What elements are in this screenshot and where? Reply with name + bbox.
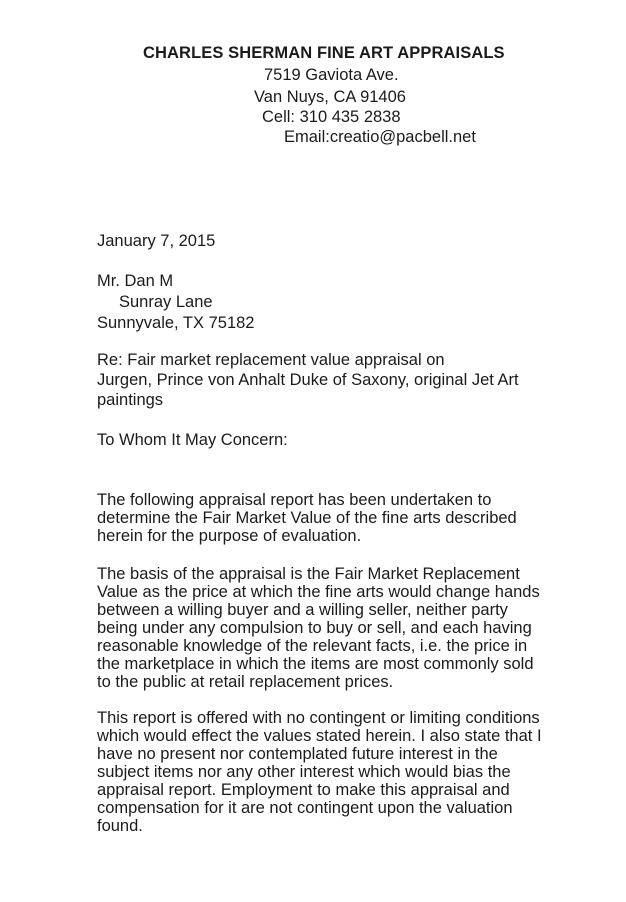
paragraph-line: between a willing buyer and a willing seller, neither party [97, 601, 508, 619]
subject-line-2: Jurgen, Prince von Anhalt Duke of Saxony, original Jet Art [97, 371, 519, 389]
paragraph-line: being under any compulsion to buy or sell, and each having [97, 619, 532, 637]
paragraph-2 [97, 564, 597, 690]
subject-line-1: Re: Fair market replacement value appraisal on [97, 351, 445, 369]
paragraph-line: herein for the purpose of evaluation. [97, 527, 362, 545]
paragraph-line: which would effect the values stated herein. I also state that I [97, 727, 542, 745]
salutation: To Whom It May Concern: [97, 431, 288, 449]
paragraph-line: Value as the price at which the fine arts would change hands [97, 583, 540, 601]
paragraph-line: appraisal report. Employment to make this appraisal and [97, 781, 510, 799]
paragraph-line: The basis of the appraisal is the Fair Market Replacement [97, 565, 520, 583]
paragraph-line: have no present nor contemplated future interest in the [97, 745, 498, 763]
paragraph-line: to the public at retail replacement prices. [97, 673, 394, 691]
company-cell: Cell: 310 435 2838 [262, 108, 401, 126]
company-name: CHARLES SHERMAN FINE ART APPRAISALS [143, 44, 505, 62]
subject-line [97, 350, 597, 410]
redaction-block [173, 274, 235, 290]
paragraph-line: determine the Fair Market Value of the fine arts described [97, 509, 517, 527]
recipient-city: Sunnyvale, TX 75182 [97, 314, 255, 332]
recipient-street: Sunray Lane [119, 293, 213, 311]
paragraph-line: subject items nor any other interest which would bias the [97, 763, 511, 781]
subject-line-3: paintings [97, 391, 164, 409]
recipient-name: Mr. Dan M [97, 272, 174, 290]
paragraph-line: the marketplace in which the items are most commonly sold [97, 655, 534, 673]
paragraph-line: compensation for it are not contingent upon the valuation [97, 799, 513, 817]
letter-date: January 7, 2015 [97, 232, 216, 250]
paragraph-line: The following appraisal report has been undertaken to [97, 491, 492, 509]
company-email: Email:creatio@pacbell.net [284, 128, 476, 146]
company-street: 7519 Gaviota Ave. [264, 66, 399, 84]
company-city: Van Nuys, CA 91406 [254, 88, 406, 106]
paragraph-line: reasonable knowledge of the relevant facts, i.e. the price in [97, 637, 528, 655]
paragraph-3 [97, 708, 597, 834]
paragraph-1 [97, 490, 597, 544]
paragraph-line: found. [97, 817, 143, 835]
recipient-name-line [97, 271, 597, 292]
recipient-address [97, 271, 597, 334]
paragraph-line: This report is offered with no contingent or limiting conditions [97, 709, 540, 727]
